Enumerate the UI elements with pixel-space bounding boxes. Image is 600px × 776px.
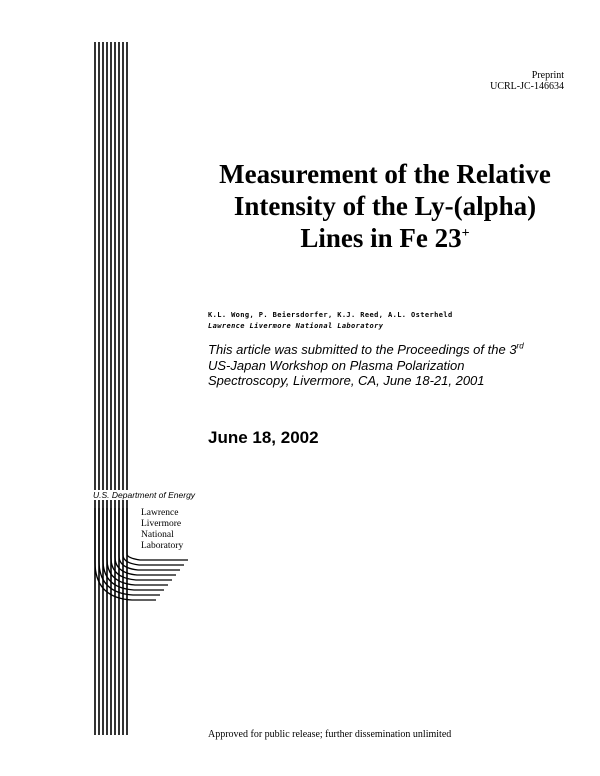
doe-label: U.S. Department of Energy	[93, 490, 196, 500]
title-line-2: Intensity of the Ly-(alpha)	[233, 191, 537, 221]
title-line-3-text: Lines in Fe 23	[300, 223, 462, 253]
ordinal-superscript: rd	[516, 341, 524, 351]
publication-date: June 18, 2002	[208, 428, 319, 447]
lab-name-line-2: Livermore	[141, 519, 182, 529]
laboratory-name	[141, 508, 183, 552]
title-superscript: +	[461, 226, 470, 241]
document-title	[200, 158, 570, 254]
title-line-1: Measurement of the Relative	[219, 159, 551, 189]
author-list: K.L. Wong, P. Beiersdorfer, K.J. Reed, A.L. Osterheld	[208, 311, 453, 319]
submission-line-1	[208, 342, 568, 358]
author-affiliation: Lawrence Livermore National Laboratory	[208, 322, 384, 330]
decorative-stripes	[0, 0, 200, 776]
submission-line-3: Spectroscopy, Livermore, CA, June 18-21, 2001	[208, 373, 485, 388]
submission-line-2: US-Japan Workshop on Plasma Polarization	[208, 357, 465, 373]
lab-name-line-3: National	[141, 530, 174, 540]
submission-line-1-text: This article was submitted to the Proceedings of the 3	[208, 342, 517, 357]
title-line-3	[200, 222, 570, 254]
submission-note	[208, 342, 568, 389]
release-note: Approved for public release; further dissemination unlimited	[208, 729, 452, 740]
report-header	[490, 70, 564, 92]
report-number: UCRL-JC-146634	[490, 81, 564, 92]
lab-name-line-1: Lawrence	[141, 508, 179, 518]
preprint-label: Preprint	[531, 70, 564, 81]
lab-name-line-4: Laboratory	[141, 541, 184, 551]
